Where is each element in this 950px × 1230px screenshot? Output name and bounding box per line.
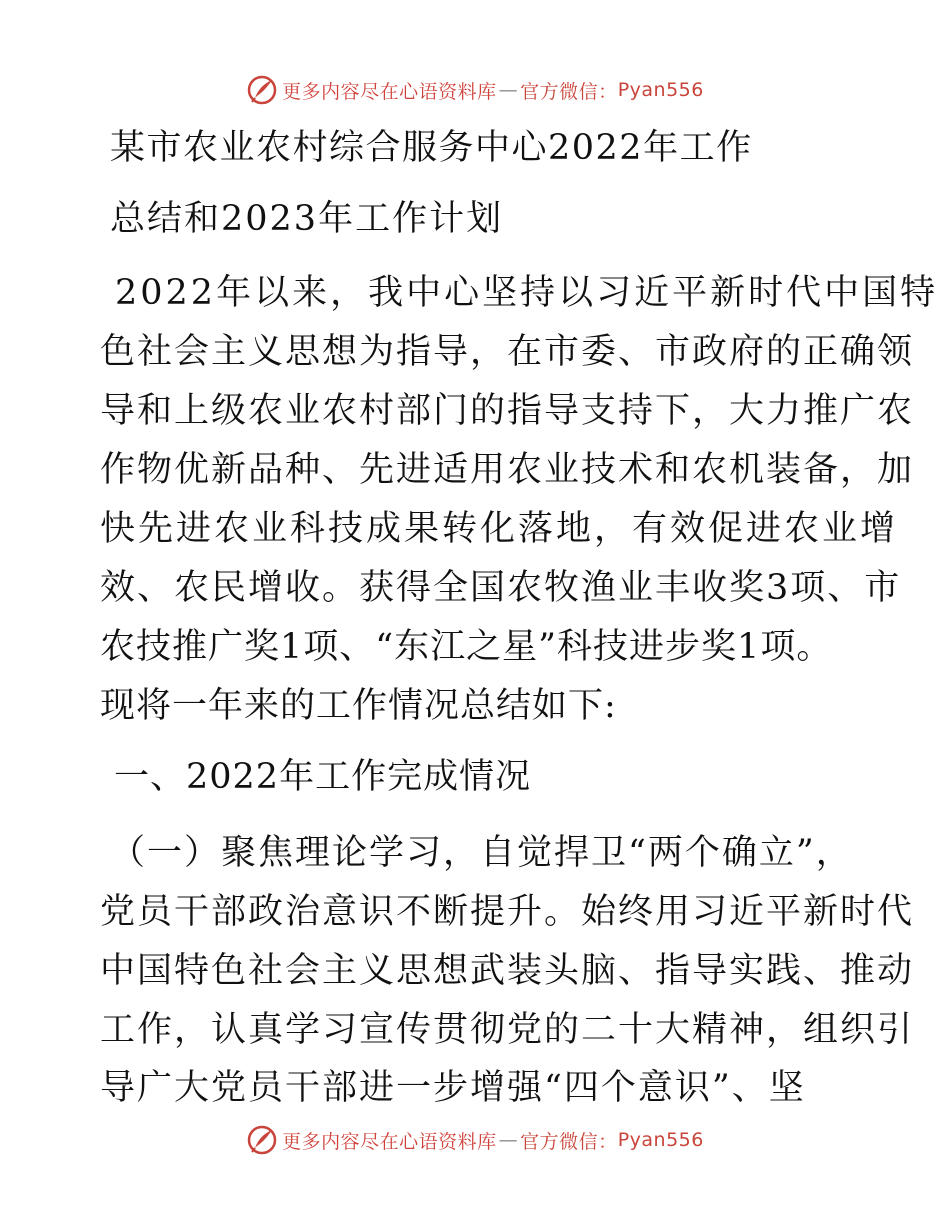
watermark-banner-top [0, 70, 950, 110]
intro-line-1: 2022年以来，我中心坚持以习近平新时代中国特 [115, 273, 939, 313]
watermark-wechat-id: Pyan556 [617, 1129, 704, 1151]
quill-logo-icon [246, 1124, 278, 1156]
watermark-separator: — [498, 79, 519, 101]
section-para-line-4: 工作，认真学习宣传贯彻党的二十大精神，组织引 [100, 1010, 915, 1050]
watermark-wechat-id: Pyan556 [617, 79, 704, 101]
intro-line-3: 导和上级农业农村部门的指导支持下，大力推广农 [100, 391, 915, 431]
intro-line-7: 农技推广奖1项、“东江之星”科技进步奖1项。 [100, 627, 833, 667]
intro-line-6: 效、农民增收。获得全国农牧渔业丰收奖3项、市 [100, 568, 902, 608]
title-line-1: 某市农业农村综合服务中心2022年工作 [110, 128, 753, 168]
intro-line-2: 色社会主义思想为指导，在市委、市政府的正确领 [100, 332, 915, 372]
section-para-line-5: 导广大党员干部进一步增强“四个意识”、坚 [100, 1068, 806, 1108]
watermark-separator: — [498, 1129, 519, 1151]
section-para-line-3: 中国特色社会主义思想武装头脑、指导实践、推动 [100, 951, 915, 991]
quill-logo-icon [246, 74, 278, 106]
section-para-line-1: （一）聚焦理论学习，自觉捍卫“两个确立”， [110, 833, 853, 873]
watermark-site: 更多内容尽在心语资料库 [282, 80, 497, 103]
watermark-banner-bottom [0, 1120, 950, 1160]
title-line-2: 总结和2023年工作计划 [110, 199, 504, 239]
watermark-wechat-label: 官方微信： [520, 1130, 618, 1153]
section-heading: 一、2022年工作完成情况 [114, 757, 532, 797]
intro-line-8: 现将一年来的工作情况总结如下: [100, 686, 617, 726]
intro-line-4: 作物优新品种、先进适用农业技术和农机装备，加 [100, 450, 915, 490]
watermark-site: 更多内容尽在心语资料库 [282, 1130, 497, 1153]
intro-line-5: 快先进农业科技成果转化落地，有效促进农业增 [100, 509, 899, 549]
watermark-wechat-label: 官方微信： [520, 80, 618, 103]
section-para-line-2: 党员干部政治意识不断提升。始终用习近平新时代 [100, 892, 915, 932]
